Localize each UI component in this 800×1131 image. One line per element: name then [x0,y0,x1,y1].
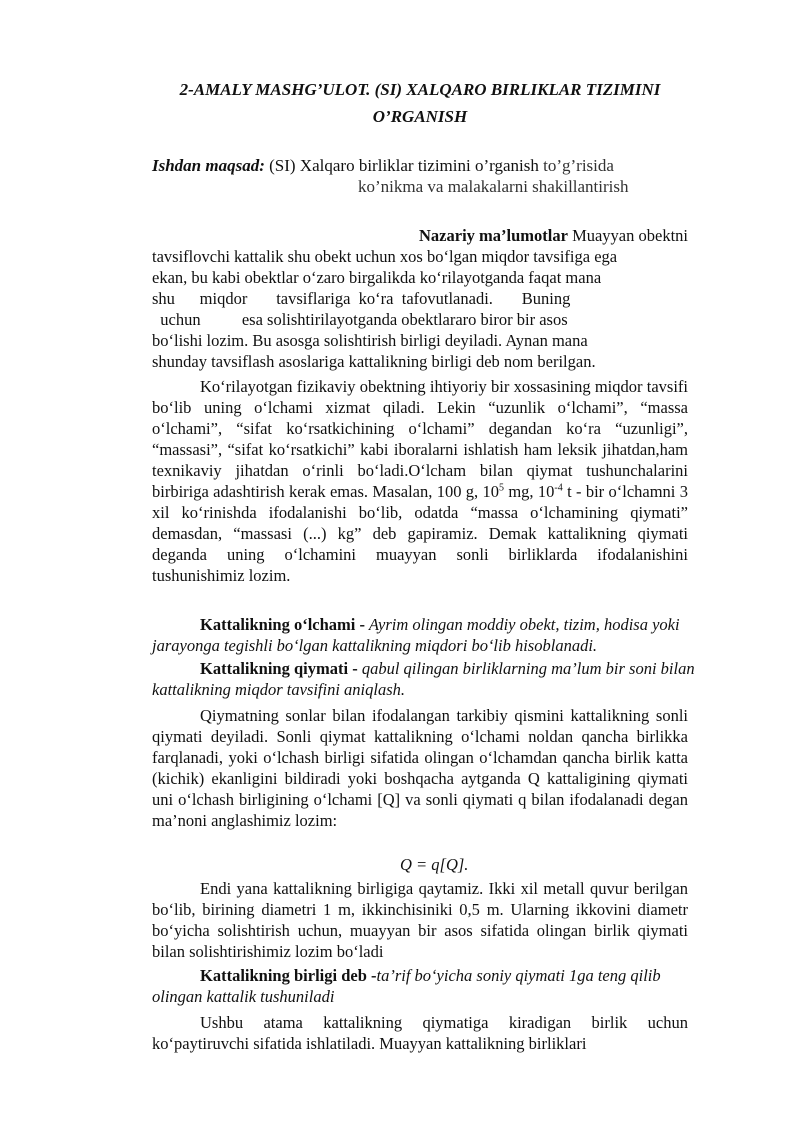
theory-paragraph [152,225,688,372]
definition-value [152,658,712,700]
theory-line: shunday tavsiflash asoslariga kattalikning birligi deb nom berilgan. [152,352,596,371]
theory-line: uchun esa solishtirilayotganda obektlararo biror bir asos [152,310,568,329]
para2-text-1: Ko‘rilayotgan fizikaviy obektning ihtiyoriy bir xossasining miqdor tavsifi bo‘lib uning o‘lchami xizmat qiladi. Lekin “uzunlik o‘lchami”, “massa o‘lchami”, “sifat ko‘rsatkichining o‘lchami” degandan ko‘ra “uzunligi”, “massasi”, “sifat ko‘rsatkichi” kabi iboralarni ishlatish ham leksik jihatdan,ham texnikaviy jihatdan o‘rinli bo‘ladi.O‘lcham bilan qiymat tushunchalarini birbiriga adashtirish kerak emas. Masalan, 100 g, 10 [152,377,688,501]
goal-line-2: ko’nikma va malakalarni shakillantirish [358,177,629,196]
definition-unit [152,965,712,1007]
definition-text: qabul qilingan birliklarning ma’lum bir soni bilan kattalikning miqdor tavsifini aniqlash. [152,659,695,699]
definition-term: Kattalikning birligi deb - [200,966,377,985]
paragraph-numeric-value: Qiymatning sonlar bilan ifodalangan tarkibiy qismini kattalikning sonli qiymati deyiladi. Sonli qiymat kattalikning o‘lchami noldan qancha birlikka farqlanadi, yoki o‘lchash birligi sifatida olingan o‘lchamdan qancha birlik katta (kichik) ekanligini bildiradi yoki boshqacha aytganda Q kattaligining qiymati uni o‘lchash birligining o‘lchami [Q] va sonli qiymati q bilan ifodalanadi degan ma’noni anglashimiz lozim: [152,706,688,830]
theory-line: tavsiflovchi kattalik shu obekt uchun xos bo‘lgan miqdor tavsifiga ega [152,247,618,266]
theory-heading: Nazariy ma’lumotlar [419,226,568,245]
theory-line: ekan, bu kabi obektlar o‘zaro birgalikda ko‘rilayotganda faqat mana [152,268,602,287]
definition-text: ta’rif bo‘yicha soniy qiymati 1ga teng qilib olingan kattalik tushuniladi [152,966,661,1006]
definition-size [152,614,712,656]
goal-paragraph [152,155,688,176]
title-line-1: 2-AMALY MASHG’ULOT. (SI) XALQARO BIRLIKLAR TIZIMINI [179,80,661,99]
title-line-2: O’RGANISH [372,107,468,126]
theory-first-tail: Muayyan obektni [567,226,688,245]
theory-line: bo‘lishi lozim. Bu asosga solishtirish birligi deyiladi. Aynan mana [152,331,588,350]
paragraph-unit: Endi yana kattalikning birligiga qaytamiz. Ikki xil metall quvur berilgan bo‘lib, birining diametri 1 m, ikkinchisiniki 0,5 m. Ularning ikkovini diametr bo‘yicha solishtirish uchun, muayyan bir asos sifatida olingan birlik qiymati bilan solishtirishimiz lozim bo‘ladi [152,879,688,961]
definition-text: Ayrim olingan moddiy obekt, tizim, hodisa yoki jarayonga tegishli bo‘lgan kattalikning miqdori bo‘lib hisoblanadi. [152,615,680,655]
definition-term: Kattalikning o‘lchami - [200,615,366,634]
page-title [140,76,700,130]
goal-text-cont: to’g’risida [538,156,614,175]
superscript: -4 [554,482,563,494]
superscript: 5 [499,482,504,494]
para2-text-2: mg, 10 [504,482,555,501]
goal-label: Ishdan maqsad: [152,156,265,175]
theory-first-line [152,225,688,246]
goal-text: (SI) Xalqaro birliklar tizimini o’rganish [264,156,539,175]
theory-line: shu miqdor tavsiflariga ko‘ra tafovutlanadi. Buning [152,289,571,308]
definition-term: Kattalikning qiymati - [200,659,358,678]
para2-text-3: t - bir o‘lchamni 3 xil ko‘rinishda ifodalanishi bo‘lib, odatda “massa o‘lchamining qiymati” demasdan, “massasi (...) kg” deb gapiramiz. Demak kattalikning qiymati deganda uning o‘lchamini muayyan sonli birliklarda ifodalanishini tushunishimiz lozim. [152,482,688,585]
paragraph-term-usage: Ushbu atama kattalikning qiymatiga kiradigan birlik uchun ko‘paytiruvchi sifatida ishlatiladi. Muayyan kattalikning birliklari [152,1013,688,1053]
paragraph-measure [152,376,688,586]
formula: Q = q[Q]. [400,855,469,874]
